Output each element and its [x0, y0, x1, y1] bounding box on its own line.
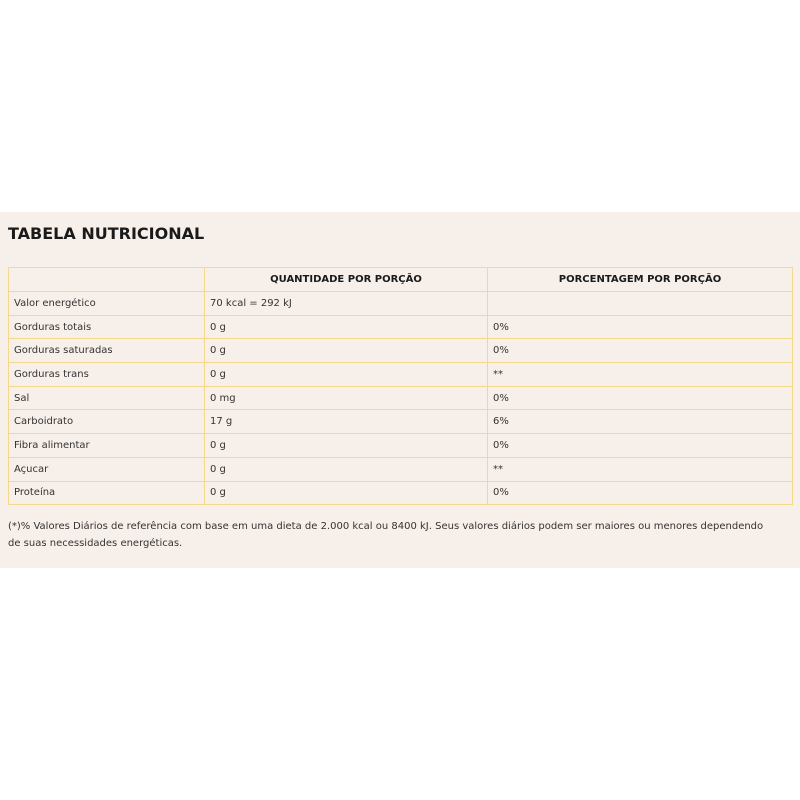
nutrient-name: Açucar: [9, 457, 205, 481]
table-row: [9, 457, 793, 481]
nutrient-percent: **: [488, 457, 793, 481]
nutrient-percent: 0%: [488, 434, 793, 458]
nutrient-percent: 0%: [488, 315, 793, 339]
nutrient-amount: 0 g: [205, 363, 488, 387]
table-row: [9, 339, 793, 363]
nutrient-name: Gorduras totais: [9, 315, 205, 339]
nutrient-amount: 0 g: [205, 457, 488, 481]
nutrient-amount: 17 g: [205, 410, 488, 434]
nutrient-amount: 0 g: [205, 339, 488, 363]
nutrient-amount: 0 g: [205, 481, 488, 505]
nutrient-percent: **: [488, 363, 793, 387]
table-row: [9, 292, 793, 316]
nutrient-name: Proteína: [9, 481, 205, 505]
nutrient-amount: 70 kcal = 292 kJ: [205, 292, 488, 316]
header-nutrient: [9, 268, 205, 292]
nutrient-name: Gorduras saturadas: [9, 339, 205, 363]
nutrition-panel: [0, 212, 800, 568]
nutrient-name: Fibra alimentar: [9, 434, 205, 458]
nutrient-percent: 0%: [488, 386, 793, 410]
header-percent-per-serving: PORCENTAGEM POR PORÇÃO: [488, 268, 793, 292]
nutrient-percent: 0%: [488, 339, 793, 363]
nutrient-amount: 0 g: [205, 434, 488, 458]
nutrient-name: Carboidrato: [9, 410, 205, 434]
nutrient-percent: 0%: [488, 481, 793, 505]
footnote: (*)% Valores Diários de referência com base em uma dieta de 2.000 kcal ou 8400 kJ. Seus valores diários podem ser maiores ou menores dependendo de suas necessidades energéticas.: [8, 521, 764, 549]
table-header-row: [9, 268, 793, 292]
nutrient-percent: 6%: [488, 410, 793, 434]
nutrient-percent: [488, 292, 793, 316]
nutrient-amount: 0 g: [205, 315, 488, 339]
nutrient-name: Valor energético: [9, 292, 205, 316]
nutrient-name: Gorduras trans: [9, 363, 205, 387]
nutrient-name: Sal: [9, 386, 205, 410]
header-amount-per-serving: QUANTIDADE POR PORÇÃO: [205, 268, 488, 292]
table-row: [9, 315, 793, 339]
table-row: [9, 434, 793, 458]
table-row: [9, 386, 793, 410]
page-title: TABELA NUTRICIONAL: [8, 224, 205, 243]
nutrient-amount: 0 mg: [205, 386, 488, 410]
table-row: [9, 363, 793, 387]
nutrition-table: [8, 267, 793, 505]
table-row: [9, 410, 793, 434]
table-row: [9, 481, 793, 505]
